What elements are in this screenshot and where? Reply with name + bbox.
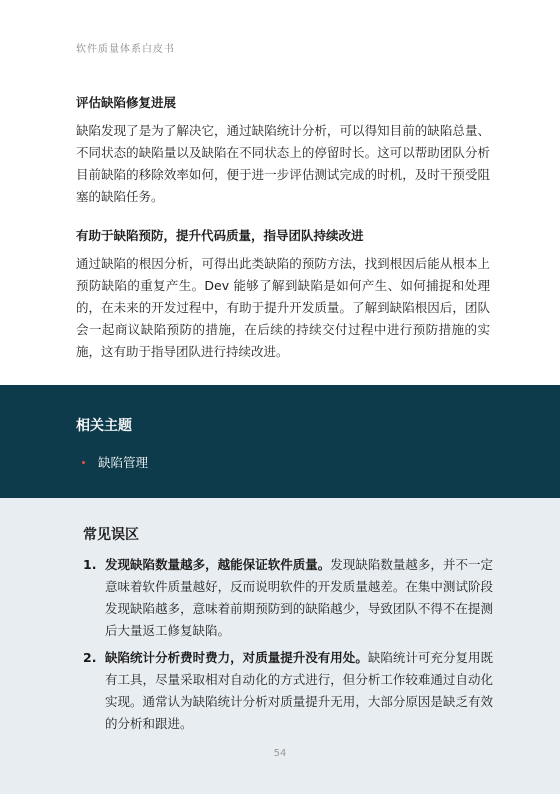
related-topics-panel bbox=[0, 385, 560, 498]
page-number: 54 bbox=[273, 748, 287, 759]
running-header: 软件质量体系白皮书 bbox=[76, 44, 175, 55]
mistake-text bbox=[105, 554, 493, 642]
mistake-item bbox=[83, 647, 493, 735]
related-topic-label[interactable]: 缺陷管理 bbox=[98, 455, 149, 470]
bullet-icon bbox=[82, 461, 85, 464]
mistake-claim: 缺陷统计分析费时费力，对质量提升没有用处。 bbox=[105, 650, 368, 665]
related-topic-item[interactable] bbox=[82, 453, 148, 471]
mistake-number: 1. bbox=[83, 557, 97, 572]
section-heading: 有助于缺陷预防，提升代码质量，指导团队持续改进 bbox=[76, 228, 364, 243]
related-topics-title: 相关主题 bbox=[76, 418, 132, 434]
mistake-text bbox=[105, 647, 493, 735]
section-defect-prevention bbox=[76, 227, 490, 363]
section-heading: 评估缺陷修复进展 bbox=[76, 95, 177, 110]
common-mistakes-title: 常见误区 bbox=[83, 527, 139, 543]
mistake-explanation: 缺陷统计可充分复用既有工具，尽量采取相对自动化的方式进行，但分析工作较难通过自动化实现。通常认为缺陷统计分析对质量提升无用，大部分原因是缺乏有效的分析和跟进。 bbox=[105, 650, 493, 731]
mistake-number: 2. bbox=[83, 650, 97, 665]
mistake-item bbox=[83, 554, 493, 642]
section-paragraph: 缺陷发现了是为了解决它，通过缺陷统计分析，可以得知目前的缺陷总量、不同状态的缺陷量以及缺陷在不同状态上的停留时长。这可以帮助团队分析目前缺陷的移除效率如何，便于进一步评估测试完成的时机，及时干预受阻塞的缺陷任务。 bbox=[76, 123, 490, 204]
mistake-claim: 发现缺陷数量越多，越能保证软件质量。 bbox=[105, 557, 331, 572]
section-fix-progress bbox=[76, 94, 490, 208]
mistake-explanation: 发现缺陷数量越多，并不一定意味着软件质量越好，反而说明软件的开发质量越差。在集中测试阶段发现缺陷越多，意味着前期预防到的缺陷越少，导致团队不得不在提测后大量返工修复缺陷。 bbox=[105, 557, 493, 638]
section-paragraph: 通过缺陷的根因分析，可得出此类缺陷的预防方法，找到根因后能从根本上预防缺陷的重复产生。Dev 能够了解到缺陷是如何产生、如何捕捉和处理的，在未来的开发过程中，有助于提升开发质量。了解到缺陷根因后，团队会一起商议缺陷预防的措施，在后续的持续交付过程中进行预防措施的实施，这有助于指导团队进行持续改进。 bbox=[76, 256, 490, 359]
